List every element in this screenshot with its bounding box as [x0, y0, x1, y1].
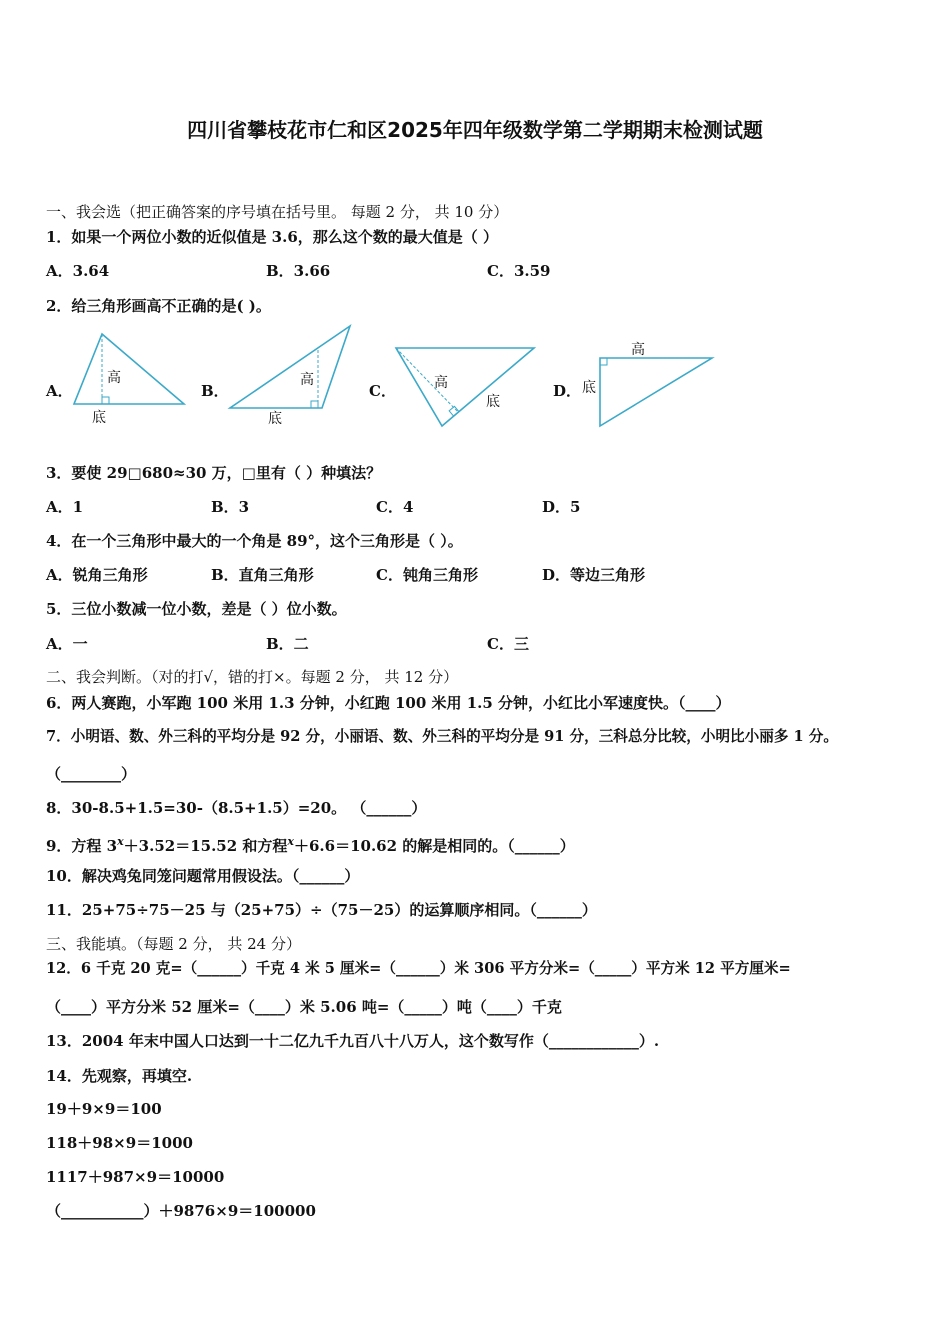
question-6: 6．两人赛跑，小军跑 100 米用 1.3 分钟，小红跑 100 米用 1.5 分钟，小红比小军速度快。（____）: [46, 694, 731, 712]
section-3-header: 三、我能填。（每题 2 分， 共 24 分）: [46, 935, 301, 953]
q4-option-c: C．钝角三角形: [376, 566, 478, 584]
q1-option-b: B．3.66: [266, 262, 331, 280]
q5-option-a: A．一: [46, 635, 88, 653]
triangle-a-base-label: 底: [92, 410, 106, 426]
q3-option-d: D．5: [542, 498, 581, 516]
triangle-a-height-label: 高: [107, 370, 121, 386]
question-13: 13．2004 年末中国人口达到一十二亿九千九百八十八万人，这个数写作（____________）.: [46, 1032, 660, 1050]
q9-variable-x: x: [117, 835, 124, 848]
q2-option-d: D．: [553, 382, 582, 400]
q9-part2: ＋3.52＝15.52 和方程: [123, 837, 288, 855]
triangle-b-height-label: 高: [300, 372, 314, 388]
question-1: 1．如果一个两位小数的近似值是 3.6，那么这个数的最大值是（ ）: [46, 228, 498, 246]
q3-option-a: A．1: [46, 498, 84, 516]
page-title: 四川省攀枝花市仁和区2025年四年级数学第二学期期末检测试题: [187, 118, 763, 142]
triangle-d-height-label: 高: [631, 342, 645, 358]
q5-option-b: B．二: [266, 635, 309, 653]
question-8: 8．30-8.5+1.5=30-（8.5+1.5）=20。 （______）: [46, 799, 427, 817]
triangle-c-figure: [392, 342, 540, 434]
question-7-blank: （________）: [46, 765, 137, 783]
question-9: [46, 832, 575, 856]
triangle-c-base-label: 底: [486, 394, 500, 410]
question-5: 5．三位小数减一位小数，差是（ ）位小数。: [46, 600, 347, 618]
question-12-line-2: （____）平方分米 52 厘米=（____）米 5.06 吨=（_____）吨（____）千克: [46, 998, 562, 1016]
triangle-b-figure: [226, 322, 356, 430]
triangle-a-figure: [70, 330, 190, 430]
question-2: 2．给三角形画高不正确的是( )。: [46, 297, 271, 315]
section-2-header: 二、我会判断。（对的打√，错的打×。每题 2 分， 共 12 分）: [46, 668, 459, 686]
section-1-header: 一、我会选（把正确答案的序号填在括号里。 每题 2 分， 共 10 分）: [46, 203, 509, 221]
question-7: 7．小明语、数、外三科的平均分是 92 分，小丽语、数、外三科的平均分是 91 分，三科总分比较，小明比小丽多 1 分。: [46, 728, 838, 745]
q1-option-c: C．3.59: [487, 262, 551, 280]
question-10: 10．解决鸡兔同笼问题常用假设法。（______）: [46, 867, 360, 885]
question-12-line-1: 12．6 千克 20 克=（______）千克 4 米 5 厘米=（______）米 306 平方分米=（_____）平方米 12 平方厘米=: [46, 960, 791, 977]
q4-option-d: D．等边三角形: [542, 566, 646, 584]
question-11: 11．25+75÷75－25 与（25+75）÷（75－25）的运算顺序相同。（______）: [46, 901, 597, 919]
q1-option-a: A．3.64: [46, 262, 110, 280]
q14-equation-3: 1117＋987×9＝10000: [46, 1168, 225, 1186]
q14-equation-2: 118＋98×9＝1000: [46, 1134, 193, 1152]
question-4: 4．在一个三角形中最大的一个角是 89°，这个三角形是（ ）。: [46, 532, 463, 550]
q2-option-b: B．: [201, 382, 229, 400]
q9-part3: ＋6.6＝10.62 的解是相同的。（______）: [293, 837, 575, 855]
q3-option-c: C．4: [376, 498, 414, 516]
question-3: 3．要使 29□680≈30 万，□里有（ ）种填法？: [46, 464, 382, 482]
triangle-d-base-label: 底: [582, 380, 596, 396]
q4-option-b: B．直角三角形: [211, 566, 314, 584]
q4-option-a: A．锐角三角形: [46, 566, 148, 584]
q9-variable-x-2: x: [287, 835, 294, 848]
q14-equation-1: 19＋9×9＝100: [46, 1100, 162, 1118]
q2-option-a: A．: [46, 382, 73, 400]
question-14: 14．先观察，再填空.: [46, 1067, 193, 1085]
q3-option-b: B．3: [211, 498, 250, 516]
triangle-d-figure: [578, 336, 718, 432]
q9-part1: 9．方程 3: [46, 837, 118, 855]
triangle-c-height-label: 高: [434, 375, 448, 391]
q2-option-c: C．: [369, 382, 396, 400]
triangle-b-base-label: 底: [268, 411, 282, 427]
q5-option-c: C．三: [487, 635, 529, 653]
q14-equation-4: （___________）＋9876×9＝100000: [46, 1202, 316, 1220]
